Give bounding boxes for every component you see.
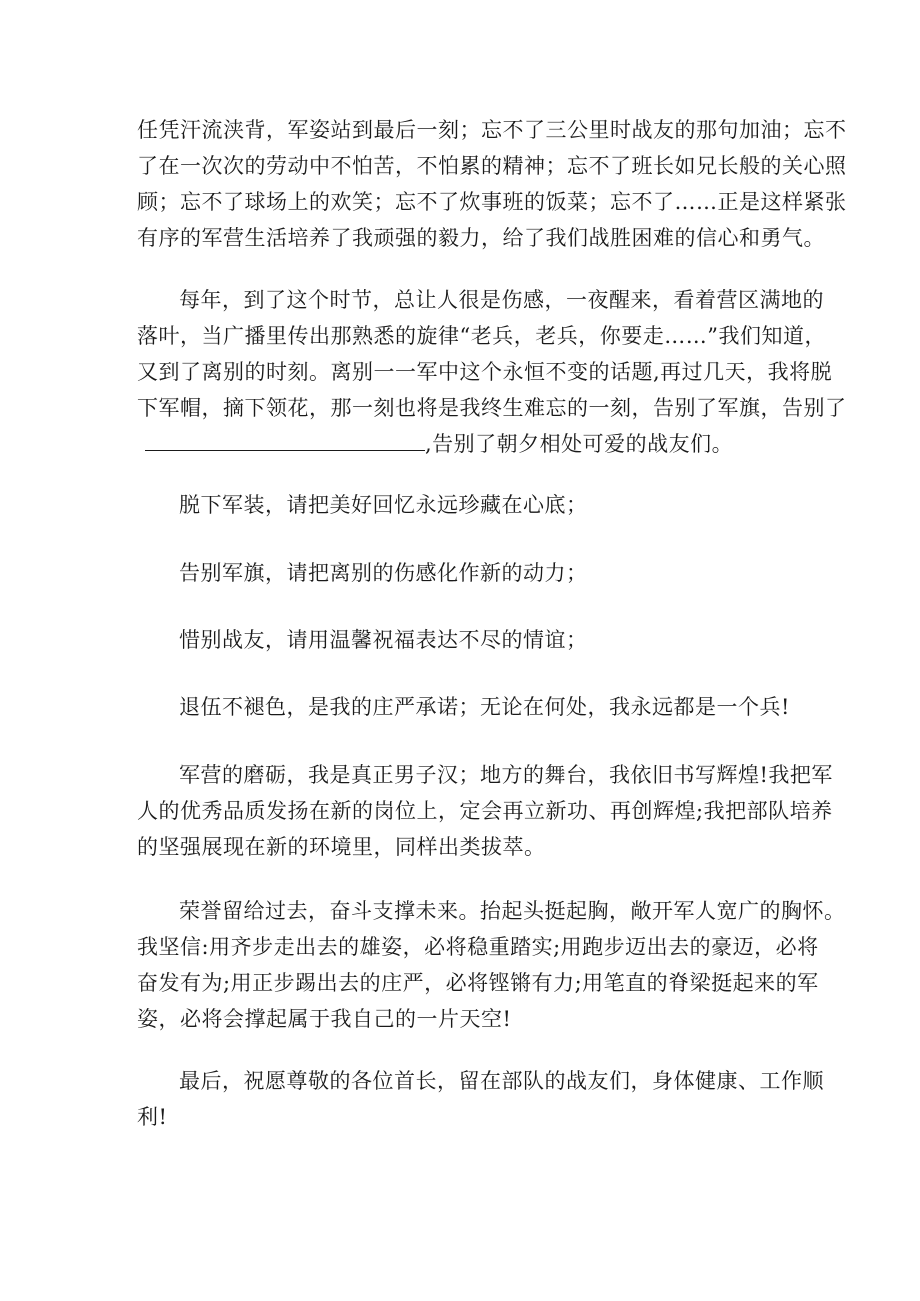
text-line: 姿，必将会撑起属于我自己的一片天空! xyxy=(137,1007,512,1031)
text-line: 奋发有为;用正步踢出去的庄严，必将铿锵有力;用笔直的脊梁挺起来的军 xyxy=(137,971,819,995)
paragraph-3 xyxy=(137,487,790,523)
fill-in-blank xyxy=(145,428,425,451)
paragraph-8 xyxy=(137,893,846,1037)
text-line: 的坚强展现在新的环境里，同样出类拔萃。 xyxy=(137,835,546,859)
paragraph-6 xyxy=(137,689,790,725)
text-line: 军营的磨砺，我是真正男子汉；地方的舞台，我依旧书写辉煌!我把军 xyxy=(179,763,833,787)
text-line-tail: ,告别了朝夕相处可爱的战友们。 xyxy=(425,432,734,456)
text-line: 有序的军营生活培养了我顽强的毅力，给了我们战胜困难的信心和勇气。 xyxy=(137,226,825,250)
text-line: 每年，到了这个时节，总让人很是伤感，一夜醒来，看着营区满地的 xyxy=(179,288,824,312)
text-line: 我坚信:用齐步走出去的雄姿，必将稳重踏实;用跑步迈出去的豪迈，必将 xyxy=(137,935,819,959)
text-line: 顾；忘不了球场上的欢笑；忘不了炊事班的饭菜；忘不了……正是这样紧张 xyxy=(137,190,847,214)
text-line: 了在一次次的劳动中不怕苦，不怕累的精神；忘不了班长如兄长般的关心照 xyxy=(137,154,847,178)
text-line: 落叶，当广播里传出那熟悉的旋律“老兵，老兵，你要走……”我们知道， xyxy=(137,324,826,348)
text-line: 利! xyxy=(137,1105,168,1129)
fill-in-line xyxy=(137,426,790,462)
paragraph-7 xyxy=(137,757,833,865)
text-line: 退伍不褪色，是我的庄严承诺；无论在何处，我永远都是一个兵! xyxy=(179,695,790,719)
paragraph-5 xyxy=(137,622,790,658)
paragraph-2 xyxy=(137,282,847,462)
text-line: 人的优秀品质发扬在新的岗位上，定会再立新功、再创辉煌;我把部队培养 xyxy=(137,799,833,823)
text-line: 惜别战友，请用温馨祝福表达不尽的情谊； xyxy=(179,628,588,652)
paragraph-4 xyxy=(137,555,790,591)
paragraph-9 xyxy=(137,1063,824,1135)
text-line: 下军帽，摘下领花，那一刻也将是我终生难忘的一刻，告别了军旗，告别了 xyxy=(137,396,847,420)
text-line: 荣誉留给过去，奋斗支撑未来。抬起头挺起胸，敞开军人宽广的胸怀。 xyxy=(179,899,846,923)
text-line: 又到了离别的时刻。离别一一军中这个永恒不变的话题,再过几天，我将脱 xyxy=(137,360,833,384)
text-line: 任凭汗流浃背，军姿站到最后一刻；忘不了三公里时战友的那句加油；忘不 xyxy=(137,118,847,142)
text-line: 脱下军装，请把美好回忆永远珍藏在心底； xyxy=(179,493,588,517)
paragraph-1 xyxy=(137,112,847,256)
text-line: 告别军旗，请把离别的伤感化作新的动力； xyxy=(179,561,588,585)
text-line: 最后，祝愿尊敬的各位首长，留在部队的战友们，身体健康、工作顺 xyxy=(179,1069,824,1093)
